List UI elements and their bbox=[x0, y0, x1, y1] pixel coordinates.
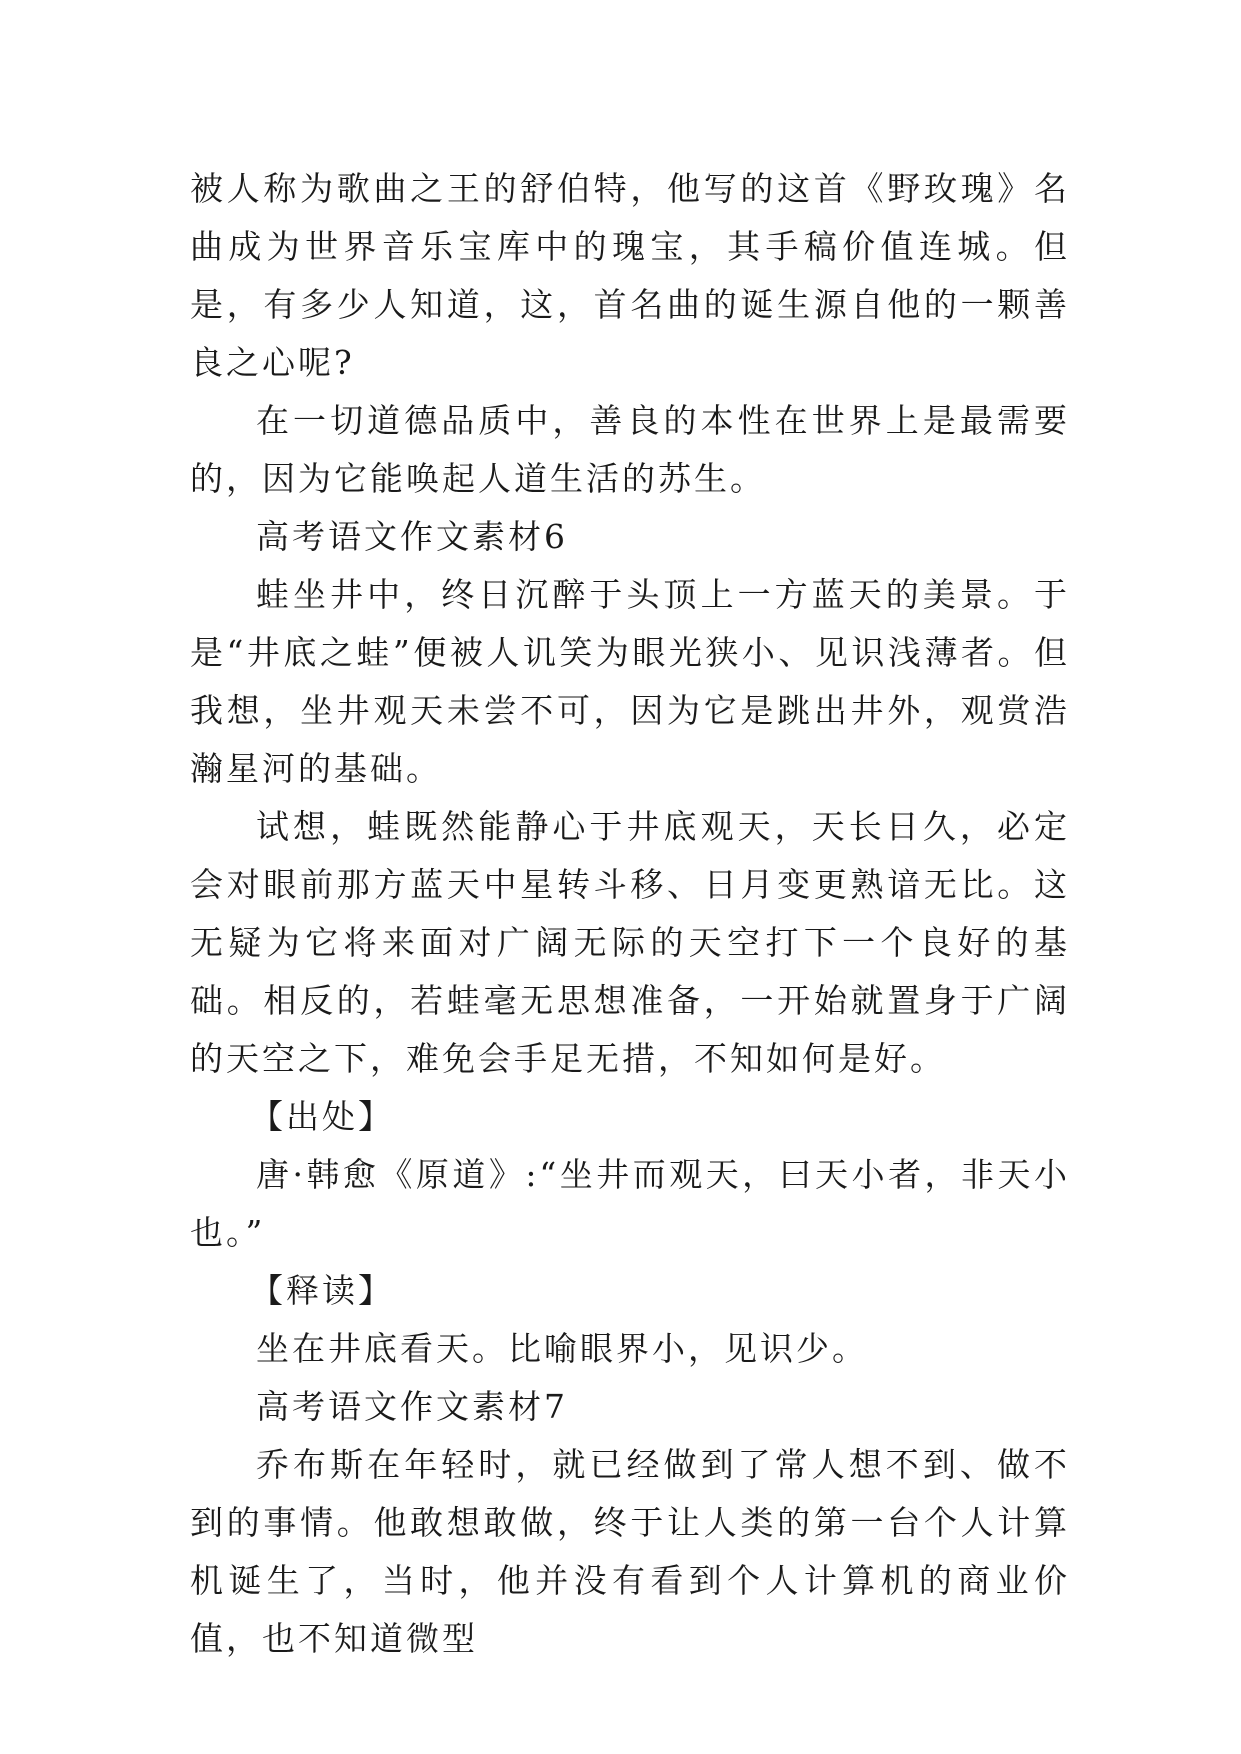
label-interpretation: 【释读】 bbox=[250, 1271, 394, 1310]
paragraph-kindness: 在一切道德品质中，善良的本性在世界上是最需要的，因为它能唤起人道生活的苏生。 bbox=[190, 401, 1070, 498]
section-heading-7: 高考语文作文素材7 bbox=[256, 1387, 568, 1426]
paragraph-source-quote: 唐·韩愈《原道》:“坐井而观天，曰天小者，非天小也。” bbox=[190, 1155, 1070, 1252]
paragraph-jobs: 乔布斯在年轻时，就已经做到了常人想不到、做不到的事情。他敢想敢做，终于让人类的第一台个人计算机诞生了，当时，他并没有看到个人计算机的商业价值，也不知道微型 bbox=[190, 1445, 1070, 1658]
paragraph-imagine: 试想，蛙既然能静心于井底观天，天长日久，必定会对眼前那方蓝天中星转斗移、日月变更熟谙无比。这无疑为它将来面对广阔无际的天空打下一个良好的基础。相反的，若蛙毫无思想准备，一开始就置身于广阔的天空之下，难免会手足无措，不知如何是好。 bbox=[190, 807, 1070, 1078]
paragraph-frog-well: 蛙坐井中，终日沉醉于头顶上一方蓝天的美景。于是“井底之蛙”便被人讥笑为眼光狭小、见识浅薄者。但我想，坐井观天未尝不可，因为它是跳出井外，观赏浩瀚星河的基础。 bbox=[190, 575, 1070, 788]
paragraph-interpretation: 坐在井底看天。比喻眼界小，见识少。 bbox=[256, 1329, 868, 1368]
document-page bbox=[190, 160, 1070, 1668]
section-heading-6: 高考语文作文素材6 bbox=[256, 517, 568, 556]
label-source: 【出处】 bbox=[250, 1097, 394, 1136]
paragraph-schubert: 被人称为歌曲之王的舒伯特，他写的这首《野玫瑰》名曲成为世界音乐宝库中的瑰宝，其手稿价值连城。但是，有多少人知道，这，首名曲的诞生源自他的一颗善良之心呢? bbox=[190, 169, 1070, 382]
